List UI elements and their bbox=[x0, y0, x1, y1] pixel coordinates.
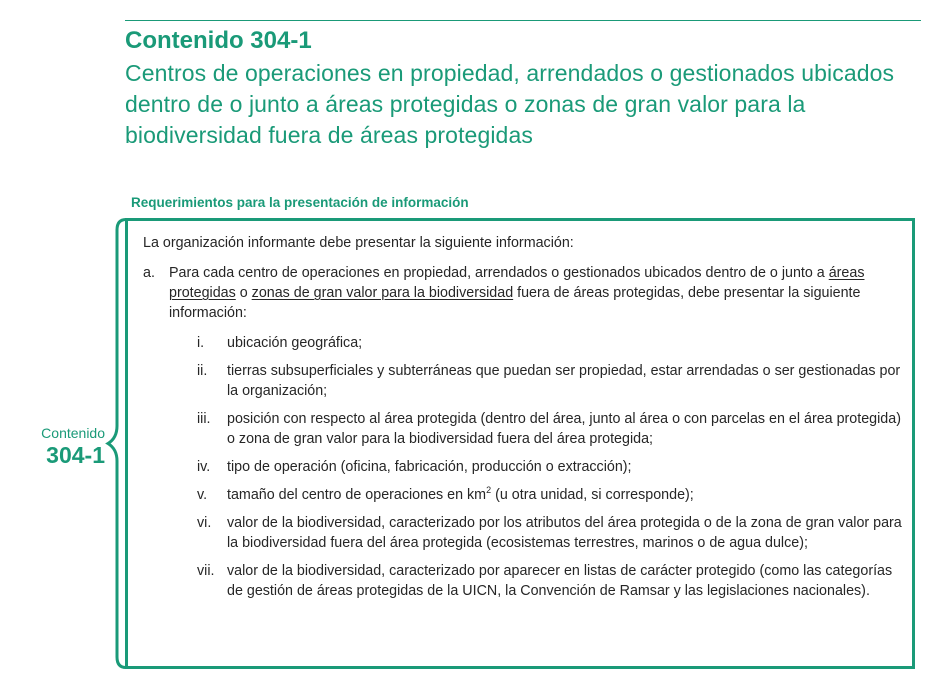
subitem-text-after: (u otra unidad, si corresponde); bbox=[491, 487, 694, 503]
item-a-text-before: Para cada centro de operaciones en propiedad, arrendados o gestionados ubicados dentro de o junto a bbox=[169, 265, 829, 281]
list-item bbox=[143, 361, 903, 401]
side-label-small: Contenido bbox=[41, 425, 105, 441]
superscript: 2 bbox=[486, 485, 492, 496]
item-a-text-between: o bbox=[235, 285, 252, 301]
item-a bbox=[143, 263, 903, 323]
page-heading bbox=[125, 26, 925, 151]
list-item bbox=[143, 409, 903, 449]
subitem-text: ubicación geográfica; bbox=[227, 335, 363, 351]
requirements-content bbox=[143, 233, 903, 609]
subitem-list bbox=[143, 333, 903, 601]
side-label-number: 304-1 bbox=[46, 442, 105, 468]
subitem-number: v. bbox=[197, 487, 208, 503]
intro-text: La organización informante debe presentar la siguiente información: bbox=[143, 235, 574, 251]
list-item bbox=[143, 333, 903, 353]
list-item bbox=[143, 513, 903, 553]
subitem-number: i. bbox=[197, 335, 205, 351]
item-a-text bbox=[169, 263, 903, 323]
link-zonas-gran-valor[interactable]: zonas de gran valor para la biodiversidad bbox=[251, 285, 514, 301]
page-title: Contenido 304-1 bbox=[125, 27, 312, 54]
subitem-text bbox=[227, 485, 903, 505]
list-item bbox=[143, 457, 903, 477]
item-a-text-after: fuera de áreas protegidas, debe presentar la siguiente información: bbox=[169, 285, 861, 321]
list-item bbox=[143, 561, 903, 601]
subitem-text: tipo de operación (oficina, fabricación, producción o extracción); bbox=[227, 459, 632, 475]
list-item bbox=[143, 485, 903, 505]
requirements-label: Requerimientos para la presentación de información bbox=[131, 195, 469, 210]
top-rule bbox=[125, 20, 921, 21]
subitem-text: tierras subsuperficiales y subterráneas que puedan ser propiedad, estar arrendadas o ser gestionadas por la organización; bbox=[227, 363, 901, 399]
subitem-text: valor de la biodiversidad, caracterizado por los atributos del área protegida o de la zona de gran valor para la biodiversidad fuera del área protegida (ecosistemas terrestres, marinos o de agua dulce); bbox=[227, 515, 902, 551]
page-subtitle: Centros de operaciones en propiedad, arrendados o gestionados ubicados dentro de o junto a áreas protegidas o zonas de gran valor para la biodiversidad fuera de áreas protegidas bbox=[125, 60, 895, 148]
subitem-text-before: tamaño del centro de operaciones en km bbox=[227, 487, 487, 503]
link-areas-protegidas[interactable]: áreas protegidas bbox=[169, 265, 865, 301]
subitem-number: iii. bbox=[197, 411, 211, 427]
subitem-text: valor de la biodiversidad, caracterizado por aparecer en listas de carácter protegido (como las categorías de gestión de áreas protegidas de la UICN, la Convención de Ramsar y las legislaciones nacionales). bbox=[227, 563, 893, 599]
subitem-number: vi. bbox=[197, 515, 212, 531]
subitem-number: ii. bbox=[197, 363, 208, 379]
subitem-text: posición con respecto al área protegida (dentro del área, junto al área o con parcelas en el área protegida) o zona de gran valor para la biodiversidad fuera del área protegida; bbox=[227, 411, 901, 447]
side-label bbox=[10, 425, 105, 468]
subitem-number: vii. bbox=[197, 563, 215, 579]
item-a-marker: a. bbox=[143, 265, 155, 281]
subitem-number: iv. bbox=[197, 459, 211, 475]
